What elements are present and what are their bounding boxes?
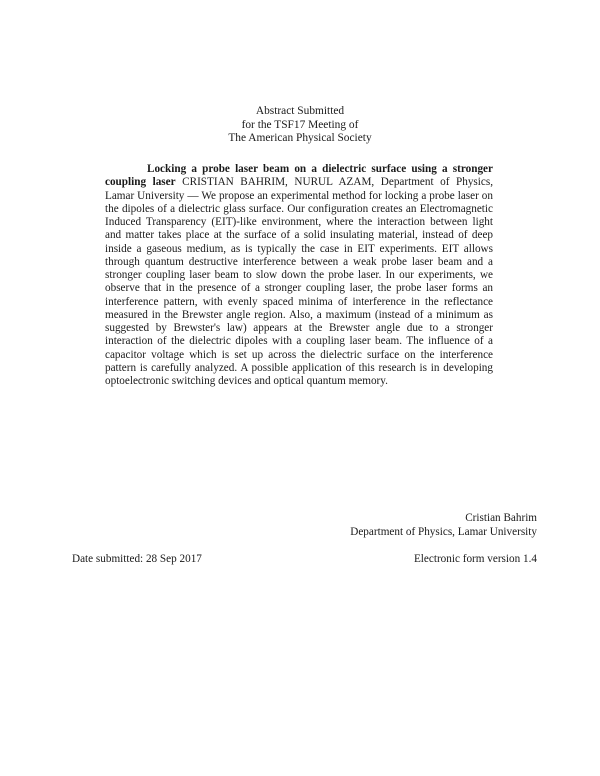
abstract-title: Locking a probe laser beam on a dielectric surface using a stronger coupling laser: [105, 163, 493, 189]
abstract-separator: —: [184, 189, 202, 202]
signature-department: Department of Physics, Lamar University: [350, 525, 537, 538]
header-line-meeting: for the TSF17 Meeting of: [241, 118, 359, 131]
date-submitted: Date submitted: 28 Sep 2017: [72, 553, 202, 565]
form-version: Electronic form version 1.4: [413, 553, 537, 565]
abstract-text: We propose an experimental method for locking a probe laser on the dipoles of a dielectric glass surface. Our configuration creates an Electromagnetic Induced Transparency (EIT)-like environment, where the interaction between light and matter takes place at the surface of a solid insulating material, instead of deep inside a gaseous medium, as is typically the case in EIT experiments. EIT allows through quantum destructive interference between a weak probe laser beam and a stronger coupling laser beam to slow down the probe laser. In our experiments, we observe that in the presence of a stronger coupling laser, the probe laser forms an interference pattern, with evenly spaced minima of interference in the reflectance measured in the Brewster angle region. Also, a maximum (instead of a minimum as suggested by Brewster's law) appears at the Brewster angle due to a stronger interaction of the dielectric dipoles with a coupling laser beam. The influence of a capacitor voltage which is set up across the dielectric surface on the interference pattern is carefully analyzed. A possible application of this research is in developing optoelectronic switching devices and optical quantum memory.: [105, 189, 493, 387]
submission-header: [0, 105, 600, 146]
header-line-abstract-submitted: Abstract Submitted: [255, 105, 345, 117]
signature-name: Cristian Bahrim: [465, 512, 537, 524]
abstract-body: [105, 163, 493, 388]
abstract-authors: CRISTIAN BAHRIM, NURUL AZAM,: [182, 176, 375, 189]
abstract-affiliation: Department of Physics, Lamar University: [105, 176, 494, 202]
signature-block: [350, 512, 537, 539]
header-line-society: The American Physical Society: [228, 132, 372, 145]
